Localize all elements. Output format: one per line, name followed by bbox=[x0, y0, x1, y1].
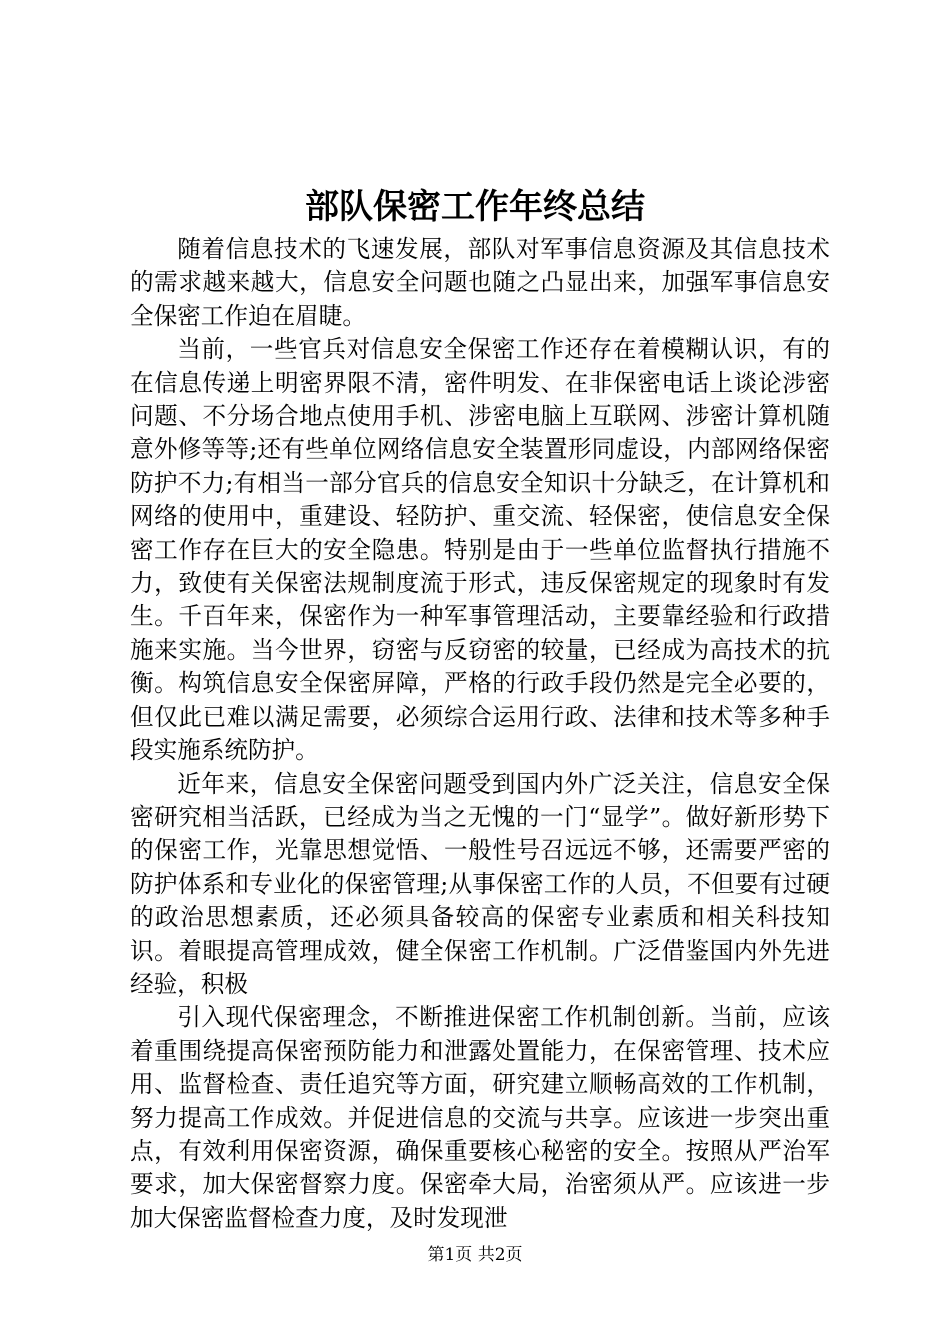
paragraph-3: 近年来，信息安全保密问题受到国内外广泛关注，信息安全保密研究相当活跃，已经成为当之无愧的一门“显学”。做好新形势下的保密工作，光靠思想觉悟、一般性号召远远不够，还需要严密的防护体系和专业化的保密管理;从事保密工作的人员，不但要有过硬的政治思想素质，还必须具备较高的保密专业素质和相关科技知识。着眼提高管理成效，健全保密工作机制。广泛借鉴国内外先进经验，积极 bbox=[130, 769, 830, 998]
paragraph-2: 当前，一些官兵对信息安全保密工作还存在着模糊认识，有的在信息传递上明密界限不清，密件明发、在非保密电话上谈论涉密问题、不分场合地点使用手机、涉密电脑上互联网、涉密计算机随意外修等等;还有些单位网络信息安全装置形同虚设，内部网络保密防护不力;有相当一部分官兵的信息安全知识十分缺乏，在计算机和网络的使用中，重建设、轻防护、重交流、轻保密，使信息安全保密工作存在巨大的安全隐患。特别是由于一些单位监督执行措施不力，致使有关保密法规制度流于形式，违反保密规定的现象时有发生。千百年来，保密作为一种军事管理活动，主要靠经验和行政措施来实施。当今世界，窃密与反窃密的较量，已经成为高技术的抗衡。构筑信息安全保密屏障，严格的行政手段仍然是完全必要的，但仅此已难以满足需要，必须综合运用行政、法律和技术等多种手段实施系统防护。 bbox=[130, 335, 830, 765]
paragraph-4: 引入现代保密理念，不断推进保密工作机制创新。当前，应该着重围绕提高保密预防能力和泄露处置能力，在保密管理、技术应用、监督检查、责任追究等方面，研究建立顺畅高效的工作机制，努力提高工作成效。并促进信息的交流与共享。应该进一步突出重点，有效利用保密资源，确保重要核心秘密的安全。按照从严治军要求，加大保密督察力度。保密牵大局，治密须从严。应该进一步加大保密监督检查力度，及时发现泄 bbox=[130, 1003, 830, 1232]
page-footer: 第1页 共2页 bbox=[427, 1245, 523, 1265]
document-title: 部队保密工作年终总结 bbox=[305, 187, 645, 227]
document-body bbox=[130, 233, 830, 1235]
paragraph-1: 随着信息技术的飞速发展，部队对军事信息资源及其信息技术的需求越来越大，信息安全问题也随之凸显出来，加强军事信息安全保密工作迫在眉睫。 bbox=[130, 235, 830, 330]
